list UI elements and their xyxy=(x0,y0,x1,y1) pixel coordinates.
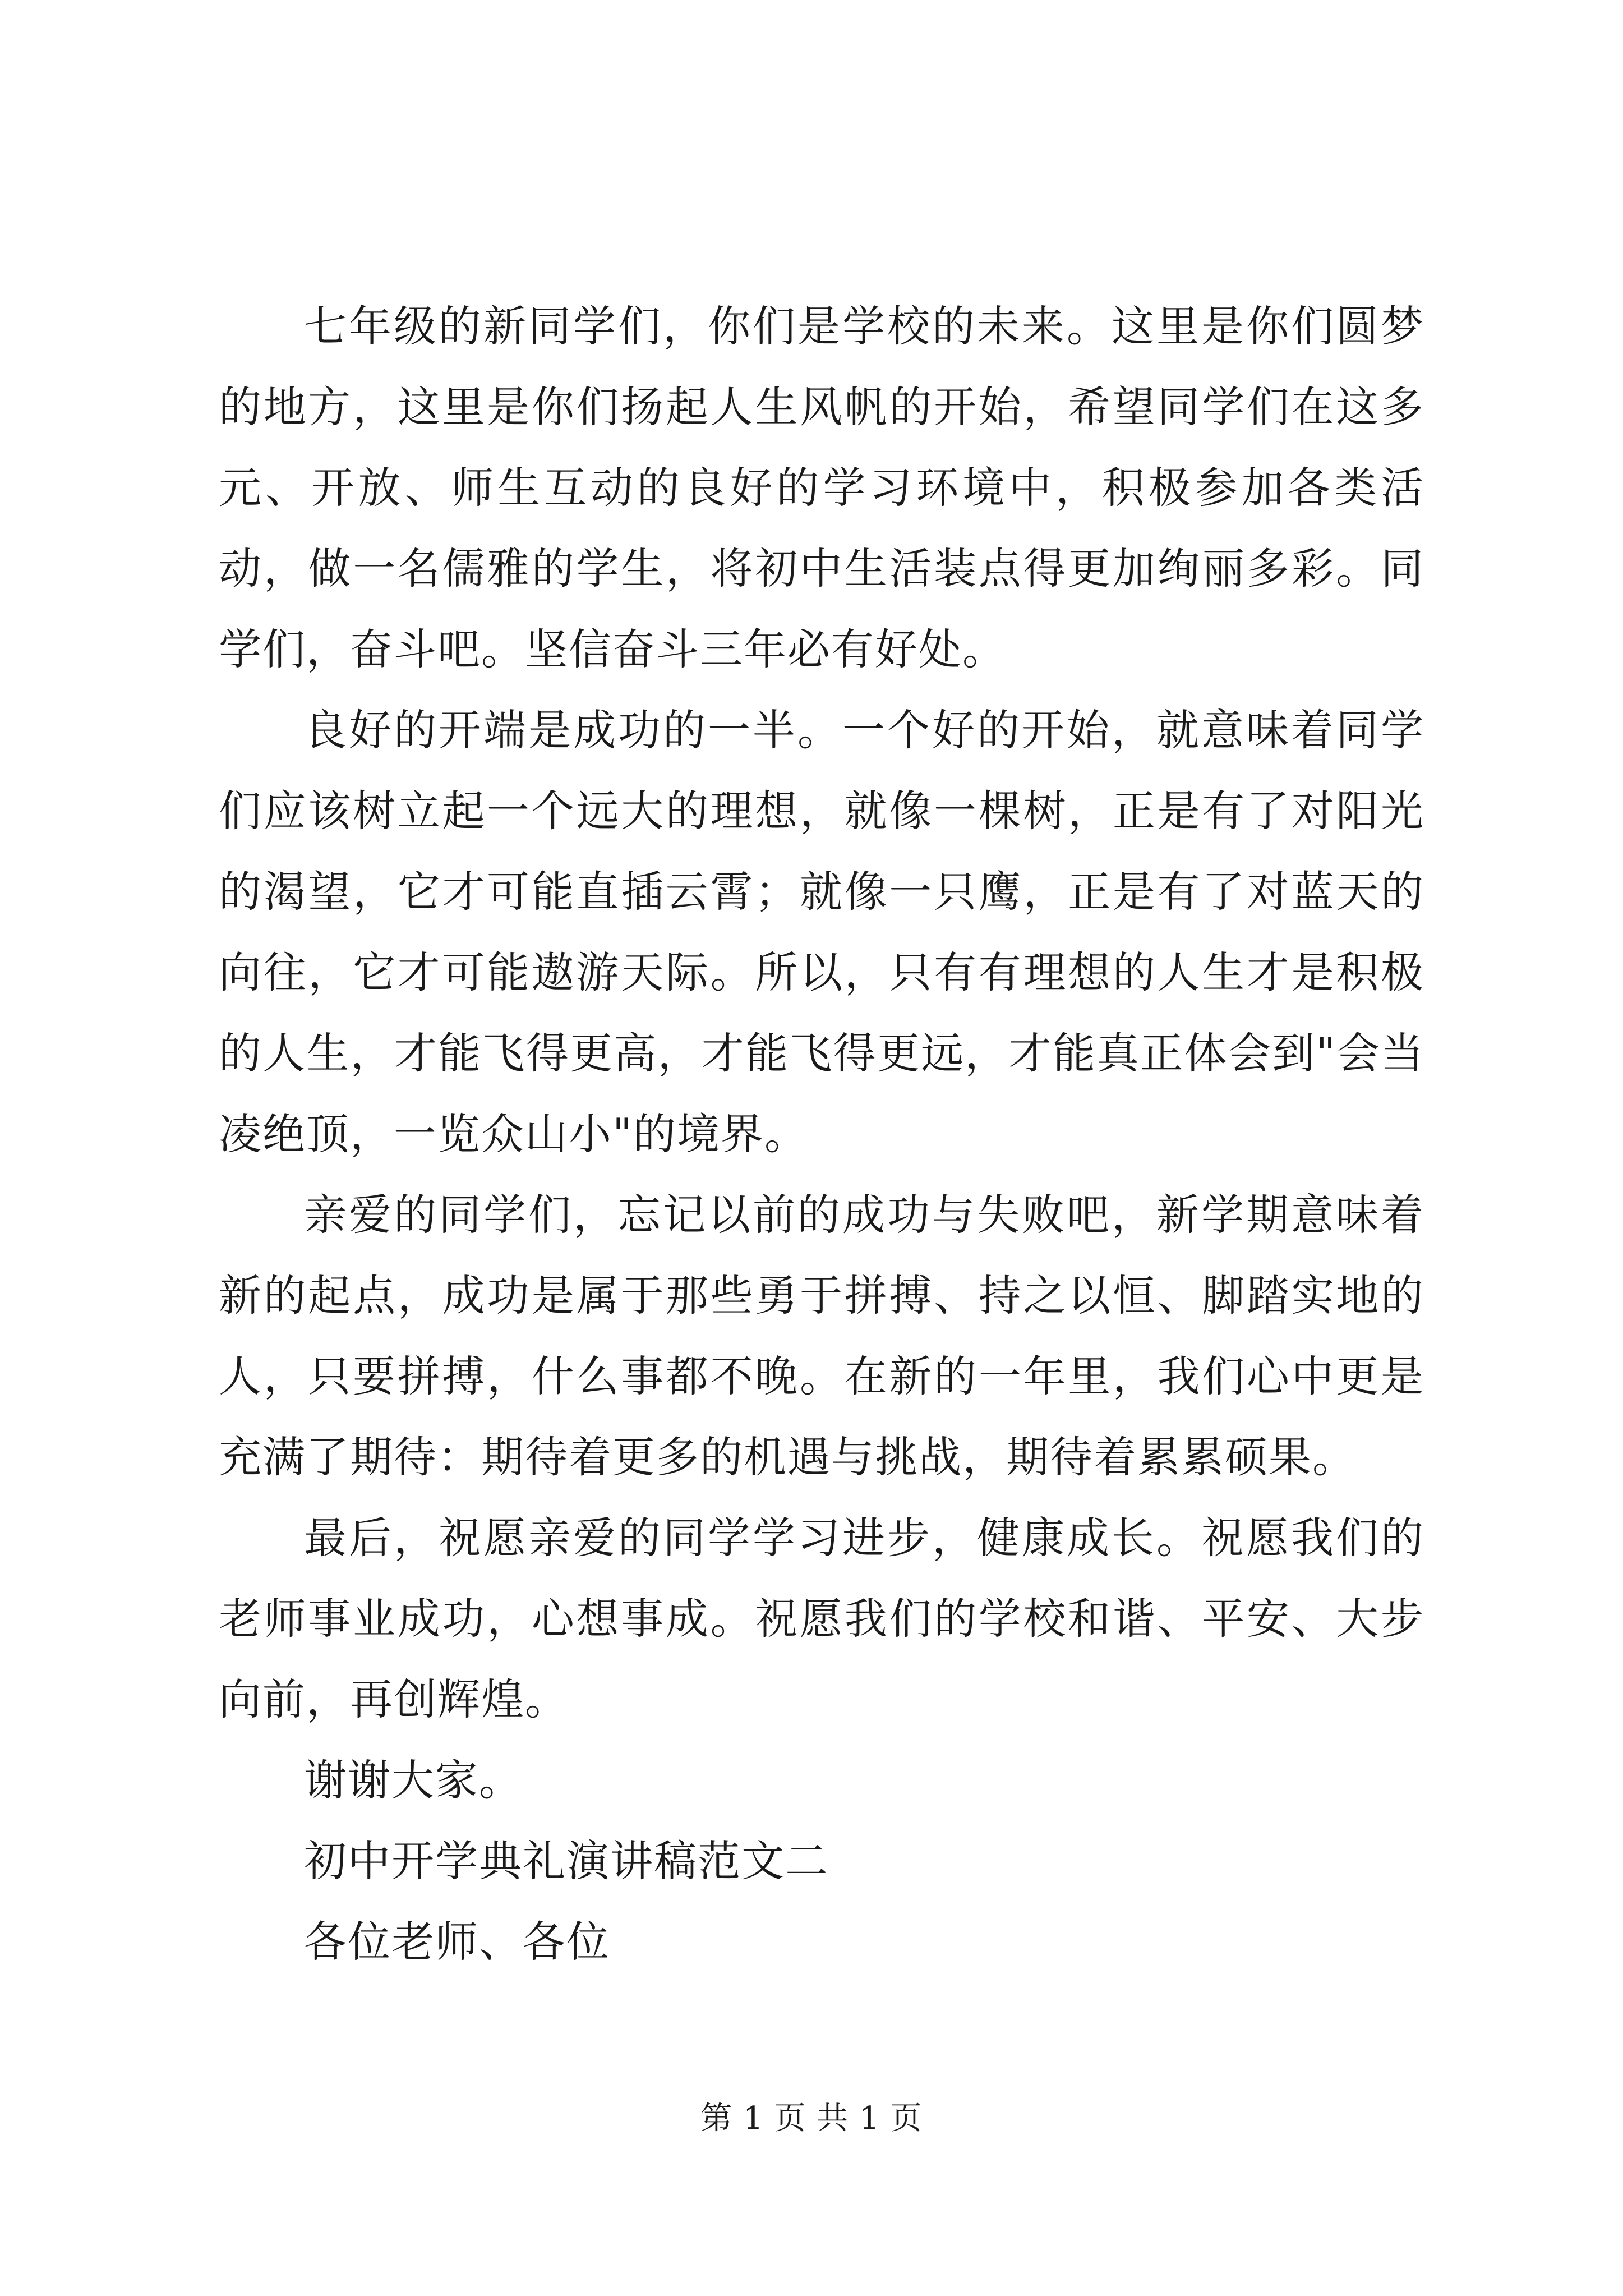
paragraph-thanks: 谢谢大家。 xyxy=(304,1755,523,1805)
paragraph-good-start: 良好的开端是成功的一半。一个好的开始，就意味着同学们应该树立起一个远大的理想，就像一棵树，正是有了对阳光的渴望，它才可能直插云霄；就像一只鹰，正是有了对蓝天的向往，它才可能遨游天际。所以，只有有理想的人生才是积极的人生，才能飞得更高，才能飞得更远，才能真正体会到"会当凌绝顶，一览众山小"的境界。 xyxy=(219,705,1424,1159)
paragraph-new-students: 七年级的新同学们，你们是学校的未来。这里是你们圆梦的地方，这里是你们扬起人生风帆的开始，希望同学们在这多元、开放、师生互动的良好的学习环境中，积极参加各类活动，做一名儒雅的学生，将初中生活装点得更加绚丽多彩。同学们，奋斗吧。坚信奋斗三年必有好处。 xyxy=(219,301,1424,674)
paragraph-final-wishes: 最后，祝愿亲爱的同学学习进步，健康成长。祝愿我们的老师事业成功，心想事成。祝愿我们的学校和谐、平安、大步向前，再创辉煌。 xyxy=(219,1513,1424,1724)
paragraph-greeting: 各位老师、各位 xyxy=(304,1917,610,1967)
page-number-footer: 第 1 页 共 1 页 xyxy=(700,2100,923,2137)
paragraph-new-semester: 亲爱的同学们，忘记以前的成功与失败吧，新学期意味着新的起点，成功是属于那些勇于拼搏、持之以恒、脚踏实地的人，只要拼搏，什么事都不晚。在新的一年里，我们心中更是充满了期待：期待着更多的机遇与挑战，期待着累累硕果。 xyxy=(219,1190,1424,1482)
section-heading: 初中开学典礼演讲稿范文二 xyxy=(304,1836,829,1886)
document-body xyxy=(219,286,1424,1982)
